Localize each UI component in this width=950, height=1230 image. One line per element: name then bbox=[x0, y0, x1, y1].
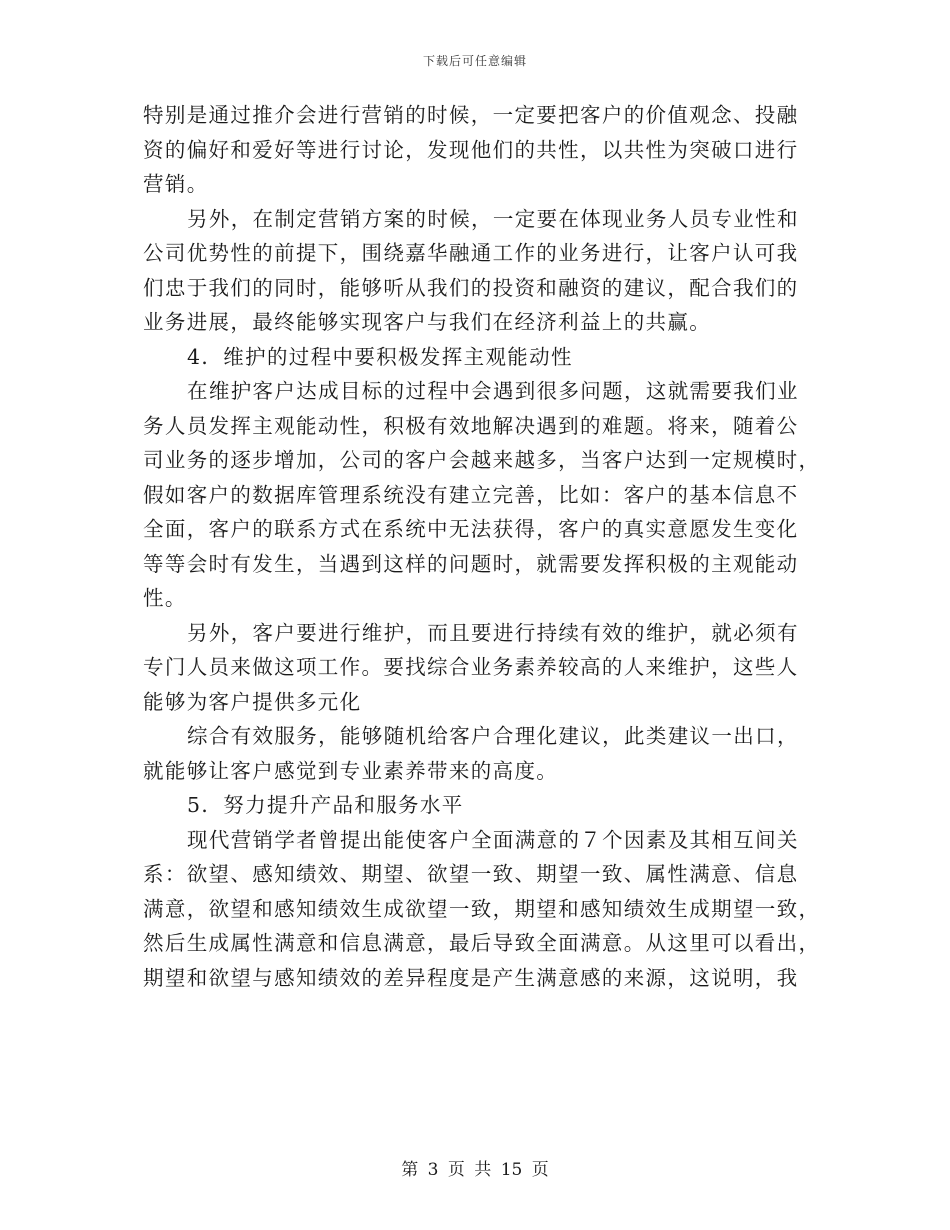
text-line: 专门人员来做这项工作。要找综合业务素养较高的人来维护，这些人 bbox=[143, 655, 799, 679]
text-line: 就能够让客户感觉到专业素养带来的高度。 bbox=[143, 758, 559, 783]
text-line: 资的偏好和爱好等进行讨论，发现他们的共性，以共性为突破口进行 bbox=[143, 137, 799, 162]
text-line: 性。 bbox=[143, 586, 187, 610]
text-line: 4．维护的过程中要积极发挥主观能动性 bbox=[187, 344, 573, 369]
page-header: 下载后可任意编辑 bbox=[422, 54, 527, 68]
text-line: 能够为客户提供多元化 bbox=[143, 689, 362, 714]
text-line: 现代营销学者曾提出能使客户全面满意的７个因素及其相互间关 bbox=[187, 827, 799, 852]
text-line: 司业务的逐步增加，公司的客户会越来越多，当客户达到一定规模时， bbox=[143, 448, 821, 472]
text-line: 全面，客户的联系方式在系统中无法获得，客户的真实意愿发生变化 bbox=[143, 517, 799, 541]
text-line: 业务进展，最终能够实现客户与我们在经济利益上的共赢。 bbox=[143, 310, 712, 334]
text-line: 满意，欲望和感知绩效生成欲望一致，期望和感知绩效生成期望一致， bbox=[143, 896, 821, 921]
text-line: 综合有效服务，能够随机给客户合理化建议，此类建议一出口， bbox=[187, 724, 799, 748]
text-line: 营销。 bbox=[143, 172, 209, 196]
text-line: 另外，在制定营销方案的时候，一定要在体现业务人员专业性和 bbox=[187, 206, 799, 231]
text-line: 5．努力提升产品和服务水平 bbox=[187, 793, 464, 817]
page-footer: 第 3 页 共 15 页 bbox=[401, 1160, 549, 1180]
text-line: 系：欲望、感知绩效、期望、欲望一致、期望一致、属性满意、信息 bbox=[143, 862, 799, 886]
text-line: 等等会时有发生，当遇到这样的问题时，就需要发挥积极的主观能动 bbox=[143, 551, 799, 576]
text-line: 特别是通过推介会进行营销的时候，一定要把客户的价值观念、投融 bbox=[143, 103, 799, 127]
text-line: 公司优势性的前提下，围绕嘉华融通工作的业务进行，让客户认可我 bbox=[143, 241, 799, 265]
text-line: 另外，客户要进行维护，而且要进行持续有效的维护，就必须有 bbox=[187, 620, 799, 645]
text-line: 假如客户的数据库管理系统没有建立完善，比如：客户的基本信息不 bbox=[143, 482, 799, 507]
text-line: 们忠于我们的同时，能够听从我们的投资和融资的建议，配合我们的 bbox=[143, 275, 799, 300]
text-line: 然后生成属性满意和信息满意，最后导致全面满意。从这里可以看出， bbox=[143, 931, 821, 955]
text-line: 务人员发挥主观能动性，积极有效地解决遇到的难题。将来，随着公 bbox=[143, 413, 799, 438]
text-line: 期望和欲望与感知绩效的差异程度是产生满意感的来源，这说明，我 bbox=[143, 965, 799, 990]
text-line: 在维护客户达成目标的过程中会遇到很多问题，这就需要我们业 bbox=[187, 379, 799, 403]
document-body bbox=[143, 98, 821, 995]
